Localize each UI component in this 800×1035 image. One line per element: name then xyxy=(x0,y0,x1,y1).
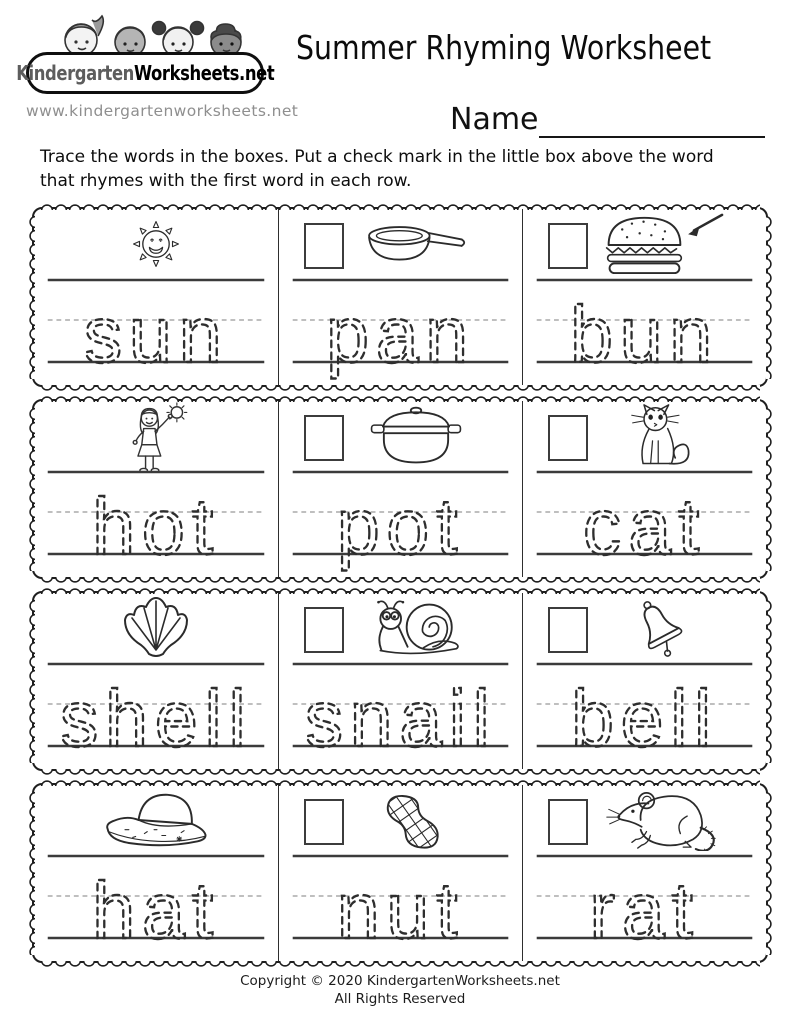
answer-checkbox[interactable] xyxy=(304,223,344,269)
instructions-line-1: Trace the words in the boxes. Put a check mark in the little box above the word xyxy=(40,147,714,167)
brand-part-2: Worksheets.net xyxy=(133,61,275,85)
cell-bun xyxy=(522,209,766,385)
trace-word-snail: snail xyxy=(304,673,497,764)
trace-area-pot xyxy=(285,469,516,577)
answer-checkbox[interactable] xyxy=(304,607,344,653)
cell-bell xyxy=(522,593,766,769)
trace-area-sun xyxy=(40,277,272,385)
trace-word-pot: pot xyxy=(336,481,465,572)
trace-word-shell: shell xyxy=(59,673,253,764)
trace-area-cat xyxy=(529,469,760,577)
cat-image xyxy=(624,403,700,473)
trace-word-hot: hot xyxy=(92,481,220,572)
hamburger-bun-image xyxy=(593,212,727,276)
trace-word-sun: sun xyxy=(83,289,229,380)
answer-checkbox[interactable] xyxy=(548,799,588,845)
rights-text: All Rights Reserved xyxy=(334,991,466,1007)
name-label: Name xyxy=(450,102,539,137)
cell-shell xyxy=(34,593,278,769)
row-1 xyxy=(32,207,768,387)
trace-word-pan: pan xyxy=(326,289,475,380)
cell-nut xyxy=(278,785,522,961)
girl-under-sun-image xyxy=(122,402,190,476)
scallop-right xyxy=(766,791,774,955)
cell-snail xyxy=(278,593,522,769)
trace-area-bell xyxy=(529,661,760,769)
brand-part-1: Kindergarten xyxy=(16,61,134,85)
answer-checkbox[interactable] xyxy=(548,607,588,653)
brand-pill xyxy=(16,52,275,94)
site-logo xyxy=(16,10,299,120)
answer-checkbox[interactable] xyxy=(304,415,344,461)
name-input-line[interactable] xyxy=(539,102,765,138)
answer-checkbox[interactable] xyxy=(548,223,588,269)
copyright-text: Copyright © 2020 KindergartenWorksheets.net xyxy=(240,973,560,989)
rat-image xyxy=(602,789,720,851)
frying-pan-image xyxy=(358,222,470,266)
cell-pot xyxy=(278,401,522,577)
trace-area-nut xyxy=(285,853,516,961)
sun-image xyxy=(123,212,189,276)
trace-area-bun xyxy=(529,277,760,385)
row-2 xyxy=(32,399,768,579)
page-title: Summer Rhyming Worksheet xyxy=(296,28,712,67)
instructions-line-2: that rhymes with the first word in each row. xyxy=(40,170,412,191)
peanut-image xyxy=(368,789,464,851)
trace-area-hot xyxy=(40,469,272,577)
snail-image xyxy=(364,597,470,659)
scallop-right xyxy=(766,407,774,571)
cooking-pot-image xyxy=(364,405,468,467)
trace-area-pan xyxy=(285,277,516,385)
trace-area-snail xyxy=(285,661,516,769)
trace-area-hat xyxy=(40,853,272,961)
trace-word-hat: hat xyxy=(92,865,220,956)
footer xyxy=(0,972,800,1008)
scallop-right xyxy=(766,599,774,763)
trace-word-rat: rat xyxy=(589,865,700,956)
sun-hat-image xyxy=(97,789,215,851)
trace-word-bell: bell xyxy=(571,673,718,764)
answer-checkbox[interactable] xyxy=(304,799,344,845)
instructions xyxy=(40,146,764,193)
cell-pan xyxy=(278,209,522,385)
cell-hot xyxy=(34,401,278,577)
scallop-right xyxy=(766,215,774,379)
trace-area-rat xyxy=(529,853,760,961)
answer-checkbox[interactable] xyxy=(548,415,588,461)
name-field xyxy=(450,102,765,138)
cell-cat xyxy=(522,401,766,577)
cell-hat xyxy=(34,785,278,961)
bell-image xyxy=(623,595,693,661)
trace-word-cat: cat xyxy=(583,481,706,572)
cell-sun xyxy=(34,209,278,385)
cell-rat xyxy=(522,785,766,961)
website-url: www.kindergartenworksheets.net xyxy=(26,102,299,120)
seashell-image xyxy=(110,596,202,660)
worksheet-rows xyxy=(0,207,800,975)
row-4 xyxy=(32,783,768,963)
row-3 xyxy=(32,591,768,771)
trace-word-bun: bun xyxy=(570,289,719,380)
trace-word-nut: nut xyxy=(336,865,465,956)
trace-area-shell xyxy=(40,661,272,769)
